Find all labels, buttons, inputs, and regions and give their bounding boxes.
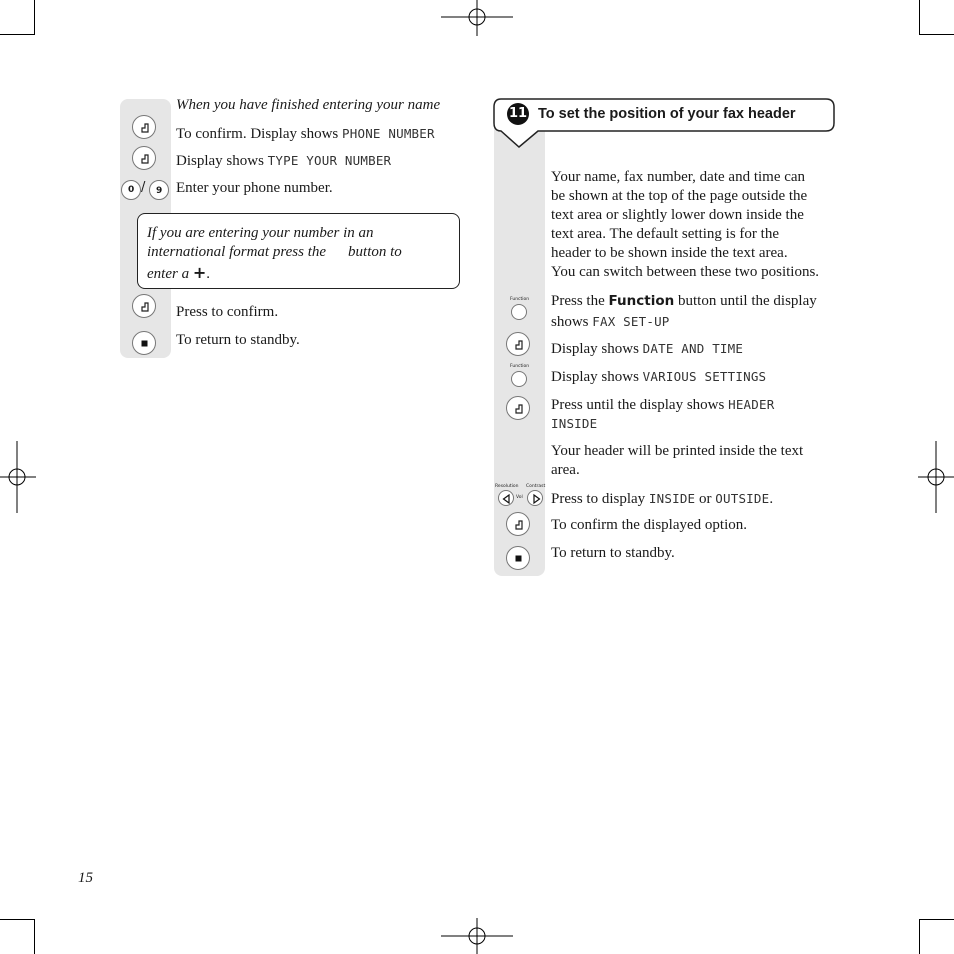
left-step2 [176, 151, 391, 171]
key-zero-button[interactable] [121, 180, 141, 200]
note-period: . [206, 266, 210, 282]
display-various-settings: VARIOUS SETTINGS [642, 369, 767, 384]
crop-mark [34, 919, 35, 954]
note-line3 [147, 263, 210, 284]
right-step4 [551, 395, 774, 415]
crop-mark [919, 919, 954, 920]
key-nine-button[interactable] [149, 180, 169, 200]
left-step2-text: Display shows [176, 153, 268, 169]
right-step1 [551, 292, 817, 311]
note-line3-text: enter a [147, 266, 190, 282]
ok-icon [133, 116, 157, 140]
crop-mark [919, 919, 920, 954]
key-nine-label: 9 [156, 186, 163, 196]
key-zero-label: 0 [128, 185, 135, 195]
stop-button[interactable] [506, 546, 530, 570]
crop-mark [0, 919, 35, 920]
right-step2-text: Display shows [551, 341, 643, 357]
right-step5-period: . [769, 491, 774, 507]
ok-button[interactable] [132, 146, 156, 170]
display-date-and-time: DATE AND TIME [642, 341, 744, 356]
key-slash: / [141, 180, 146, 195]
resolution-label: Resolution [495, 484, 519, 489]
ok-button[interactable] [506, 332, 530, 356]
ok-icon [507, 513, 531, 537]
vol-label: Vol [516, 495, 523, 500]
ok-button[interactable] [132, 115, 156, 139]
intro-line: text area. The default setting is for the [551, 226, 779, 242]
contrast-label: Contrast [526, 484, 546, 489]
left-step1 [176, 124, 435, 144]
right-step5 [551, 489, 773, 509]
left-step3: Enter your phone number. [176, 180, 333, 196]
page-number: 15 [78, 870, 93, 886]
plus-sign: + [192, 263, 207, 282]
function-label: Function [510, 297, 530, 302]
right-step1-prefix: Press the [551, 293, 609, 309]
right-step5-or: or [695, 491, 716, 507]
right-note-line1: Your header will be printed inside the text [551, 443, 804, 459]
note-line1: If you are entering your number in an [147, 225, 374, 241]
registration-mark-right [918, 441, 954, 513]
right-step3-text: Display shows [551, 369, 643, 385]
intro-line: Your name, fax number, date and time can [551, 169, 806, 185]
note-line2-text: international format press the [147, 244, 327, 260]
registration-mark-bottom [441, 918, 513, 954]
stop-icon [507, 547, 531, 571]
display-fax-setup: FAX SET-UP [592, 314, 670, 329]
registration-mark-top [441, 0, 513, 36]
ok-button[interactable] [132, 294, 156, 318]
display-header: HEADER [728, 397, 775, 412]
right-step2 [551, 339, 743, 359]
intro-line: text area or slightly lower down inside the [551, 207, 804, 223]
right-step1-line2-text: shows [551, 314, 593, 330]
function-button[interactable] [511, 371, 527, 387]
left-arrow-icon [499, 491, 515, 507]
left-step1-text: To confirm. Display shows [176, 126, 343, 142]
right-arrow-button[interactable] [527, 490, 543, 506]
ok-icon [507, 397, 531, 421]
display-outside-option: OUTSIDE [715, 491, 770, 506]
ok-button[interactable] [506, 512, 530, 536]
right-step4-text: Press until the display shows [551, 397, 729, 413]
left-step5: To return to standby. [176, 332, 300, 348]
crop-mark [919, 34, 954, 35]
ok-icon [507, 333, 531, 357]
function-button[interactable] [511, 304, 527, 320]
right-arrow-icon [528, 491, 544, 507]
right-step4-line2 [551, 414, 597, 434]
stop-icon [133, 332, 157, 356]
section-number: 11 [508, 106, 528, 121]
crop-mark [0, 34, 35, 35]
right-step1-suffix: button until the display [674, 293, 817, 309]
right-step3 [551, 367, 766, 387]
left-step4: Press to confirm. [176, 304, 279, 320]
right-step7: To return to standby. [551, 545, 675, 561]
right-step1-line2 [551, 312, 670, 332]
intro-line: be shown at the top of the page outside the [551, 188, 808, 204]
display-phone-number: PHONE NUMBER [342, 126, 435, 141]
left-arrow-button[interactable] [498, 490, 514, 506]
stop-button[interactable] [132, 331, 156, 355]
ok-icon [133, 147, 157, 171]
function-label: Function [510, 364, 530, 369]
crop-mark [34, 0, 35, 35]
intro-line: You can switch between these two positions. [551, 264, 820, 280]
right-step5-text: Press to display [551, 491, 649, 507]
right-step6: To confirm the displayed option. [551, 517, 747, 533]
ok-button[interactable] [506, 396, 530, 420]
crop-mark [919, 0, 920, 35]
display-inside: INSIDE [551, 416, 598, 431]
registration-mark-left [0, 441, 36, 513]
ok-icon [133, 295, 157, 319]
left-intro: When you have finished entering your name [176, 97, 441, 113]
section-title: To set the position of your fax header [538, 106, 796, 122]
note-line2-tail: button to [348, 244, 402, 260]
intro-line: header to be shown inside the text area. [551, 245, 788, 261]
display-type-your-number: TYPE YOUR NUMBER [267, 153, 392, 168]
right-note-line2: area. [551, 462, 580, 478]
function-keyword: Function [608, 293, 675, 309]
display-inside-option: INSIDE [648, 491, 696, 506]
note-line2 [147, 243, 402, 262]
right-intro [551, 168, 836, 282]
